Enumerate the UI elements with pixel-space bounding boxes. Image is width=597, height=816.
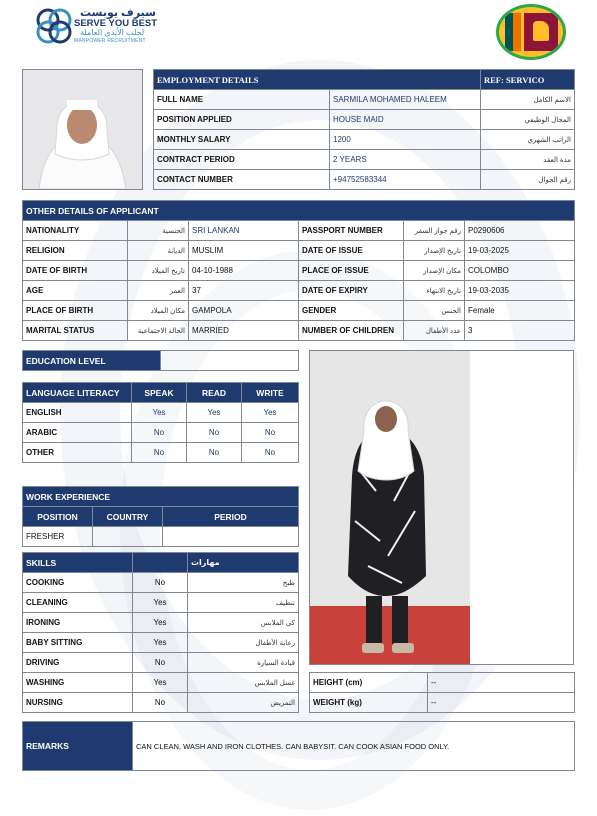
skill-value: No xyxy=(133,573,188,593)
portrait-image xyxy=(23,70,142,189)
country-value xyxy=(93,527,163,547)
skill-value: Yes xyxy=(133,633,188,653)
skill-value: Yes xyxy=(133,673,188,693)
field-label-arabic: تاريخ الإصدار xyxy=(404,241,465,261)
skill-name: NURSING xyxy=(23,693,133,713)
field-label-arabic: عدد الأطفال xyxy=(404,321,465,341)
table-row xyxy=(23,613,299,633)
field-value: MUSLIM xyxy=(189,241,299,261)
field-value: 3 xyxy=(465,321,575,341)
remarks-table xyxy=(22,721,575,771)
field-label-arabic: رقم الجوال xyxy=(481,170,575,190)
education-level-table xyxy=(22,350,299,371)
read-header: READ xyxy=(187,383,242,403)
field-value: Female xyxy=(465,301,575,321)
full-body-image xyxy=(310,351,573,664)
field-value: 1200 xyxy=(330,130,481,150)
table-row xyxy=(23,241,575,261)
field-value: SRI LANKAN xyxy=(189,221,299,241)
field-label: MARITAL STATUS xyxy=(23,321,128,341)
position-value: FRESHER xyxy=(23,527,93,547)
logo-knot-icon xyxy=(34,6,74,46)
field-value: +94752583344 xyxy=(330,170,481,190)
read-value: Yes xyxy=(187,403,242,423)
write-value: Yes xyxy=(242,403,299,423)
field-label: CONTACT NUMBER xyxy=(154,170,330,190)
skills-title: SKILLS xyxy=(23,553,133,573)
language-name: ARABIC xyxy=(23,423,132,443)
field-value: MARRIED xyxy=(189,321,299,341)
field-value: SARMILA MOHAMED HALEEM xyxy=(330,90,481,110)
write-value: No xyxy=(242,423,299,443)
field-value: 2 YEARS xyxy=(330,150,481,170)
table-row xyxy=(23,221,575,241)
table-row xyxy=(23,527,299,547)
position-header: POSITION xyxy=(23,507,93,527)
company-logo xyxy=(34,6,194,46)
table-row xyxy=(23,281,575,301)
field-label-arabic: الراتب الشهري xyxy=(481,130,575,150)
write-header: WRITE xyxy=(242,383,299,403)
table-row xyxy=(23,593,299,613)
field-label-arabic: تاريخ الانتهاء xyxy=(404,281,465,301)
language-name: ENGLISH xyxy=(23,403,132,423)
logo-sub: MANPOWER RECRUITMENT xyxy=(74,38,146,44)
table-row xyxy=(154,130,575,150)
skill-value: Yes xyxy=(133,593,188,613)
field-label-arabic: الحالة الاجتماعية xyxy=(128,321,189,341)
skill-name: CLEANING xyxy=(23,593,133,613)
logo-arabic: سيرف يوبست xyxy=(80,7,156,19)
logo-arabic-sub: لجلب الأيدي العاملة xyxy=(80,28,145,37)
period-value xyxy=(163,527,299,547)
skill-value: No xyxy=(133,693,188,713)
table-row xyxy=(23,403,299,423)
weight-value: -- xyxy=(428,693,575,713)
field-label: AGE xyxy=(23,281,128,301)
sri-lanka-flag-icon xyxy=(496,4,566,60)
read-value: No xyxy=(187,443,242,463)
read-value: No xyxy=(187,423,242,443)
education-level-title: EDUCATION LEVEL xyxy=(23,351,161,371)
field-label: GENDER xyxy=(299,301,404,321)
speak-value: No xyxy=(132,443,187,463)
skills-table xyxy=(22,552,299,713)
table-row xyxy=(23,633,299,653)
table-row xyxy=(23,261,575,281)
field-label-arabic: مكان الإصدار xyxy=(404,261,465,281)
table-row xyxy=(23,573,299,593)
table-row xyxy=(154,110,575,130)
field-label: MONTHLY SALARY xyxy=(154,130,330,150)
speak-header: SPEAK xyxy=(132,383,187,403)
field-label: PLACE OF BIRTH xyxy=(23,301,128,321)
field-label-arabic: رقم جواز السفر xyxy=(404,221,465,241)
period-header: PERIOD xyxy=(163,507,299,527)
height-value: -- xyxy=(428,673,575,693)
remarks-label: REMARKS xyxy=(23,722,133,771)
field-value: P0290606 xyxy=(465,221,575,241)
skill-name-arabic: طبخ xyxy=(188,573,299,593)
employment-details-table xyxy=(153,69,575,190)
remarks-text: CAN CLEAN, WASH AND IRON CLOTHES. CAN BABYSIT. CAN COOK ASIAN FOOD ONLY. xyxy=(133,722,575,771)
field-label: DATE OF ISSUE xyxy=(299,241,404,261)
field-label-arabic: الجنس xyxy=(404,301,465,321)
language-literacy-table xyxy=(22,382,299,463)
logo-name: SERVE YOU BEST xyxy=(74,18,158,29)
skill-name-arabic: غسل الملابس xyxy=(188,673,299,693)
skill-name-arabic: قيادة السيارة xyxy=(188,653,299,673)
measurements-table xyxy=(309,672,575,713)
write-value: No xyxy=(242,443,299,463)
field-label-arabic: العمر xyxy=(128,281,189,301)
field-label: DATE OF EXPIRY xyxy=(299,281,404,301)
field-label: RELIGION xyxy=(23,241,128,261)
skill-name-arabic: رعاية الأطفال xyxy=(188,633,299,653)
weight-label: WEIGHT (kg) xyxy=(310,693,428,713)
employment-details-title: EMPLOYMENT DETAILS xyxy=(154,70,481,90)
field-value: 19-03-2035 xyxy=(465,281,575,301)
education-level-value xyxy=(161,351,299,371)
other-details-table xyxy=(22,200,575,341)
field-label-arabic: مدة العقد xyxy=(481,150,575,170)
field-value: GAMPOLA xyxy=(189,301,299,321)
field-label: NATIONALITY xyxy=(23,221,128,241)
skill-name: DRIVING xyxy=(23,653,133,673)
work-experience-title: WORK EXPERIENCE xyxy=(23,487,299,507)
table-row xyxy=(154,170,575,190)
ref-label: REF: SERVICO xyxy=(481,70,575,90)
table-row xyxy=(154,90,575,110)
table-row xyxy=(310,693,575,713)
field-label-arabic: الاسم الكامل xyxy=(481,90,575,110)
field-label: DATE OF BIRTH xyxy=(23,261,128,281)
full-body-photo xyxy=(309,350,574,665)
table-row xyxy=(154,150,575,170)
skills-title-arabic: مهارات xyxy=(188,553,299,573)
field-label: POSITION APPLIED xyxy=(154,110,330,130)
field-value: COLOMBO xyxy=(465,261,575,281)
table-row xyxy=(23,423,299,443)
skill-value: Yes xyxy=(133,613,188,633)
language-literacy-header: LANGUAGE LITERACY xyxy=(23,383,132,403)
skill-name: COOKING xyxy=(23,573,133,593)
skill-name-arabic: التمريض xyxy=(188,693,299,713)
skill-name: WASHING xyxy=(23,673,133,693)
work-experience-table xyxy=(22,486,299,547)
country-header: COUNTRY xyxy=(93,507,163,527)
field-label: CONTRACT PERIOD xyxy=(154,150,330,170)
field-label-arabic: المجال الوظيفي xyxy=(481,110,575,130)
skill-value: No xyxy=(133,653,188,673)
other-details-title: OTHER DETAILS OF APPLICANT xyxy=(23,201,575,221)
speak-value: Yes xyxy=(132,403,187,423)
skill-name: BABY SITTING xyxy=(23,633,133,653)
language-name: OTHER xyxy=(23,443,132,463)
field-label: PASSPORT NUMBER xyxy=(299,221,404,241)
table-row xyxy=(23,693,299,713)
skill-name: IRONING xyxy=(23,613,133,633)
field-value: 04-10-1988 xyxy=(189,261,299,281)
skill-name-arabic: كي الملابس xyxy=(188,613,299,633)
skill-name-arabic: تنظيف xyxy=(188,593,299,613)
field-label-arabic: تاريخ الميلاد xyxy=(128,261,189,281)
field-value: 37 xyxy=(189,281,299,301)
field-label-arabic: الجنسية xyxy=(128,221,189,241)
field-label: PLACE OF ISSUE xyxy=(299,261,404,281)
field-label: NUMBER OF CHILDREN xyxy=(299,321,404,341)
table-row xyxy=(23,673,299,693)
portrait-photo xyxy=(22,69,143,190)
table-row xyxy=(23,653,299,673)
field-label-arabic: الديانة xyxy=(128,241,189,261)
field-value: 19-03-2025 xyxy=(465,241,575,261)
table-row xyxy=(23,443,299,463)
table-row xyxy=(310,673,575,693)
table-row xyxy=(23,301,575,321)
table-row xyxy=(23,321,575,341)
height-label: HEIGHT (cm) xyxy=(310,673,428,693)
speak-value: No xyxy=(132,423,187,443)
field-value: HOUSE MAID xyxy=(330,110,481,130)
field-label-arabic: مكان الميلاد xyxy=(128,301,189,321)
field-label: FULL NAME xyxy=(154,90,330,110)
